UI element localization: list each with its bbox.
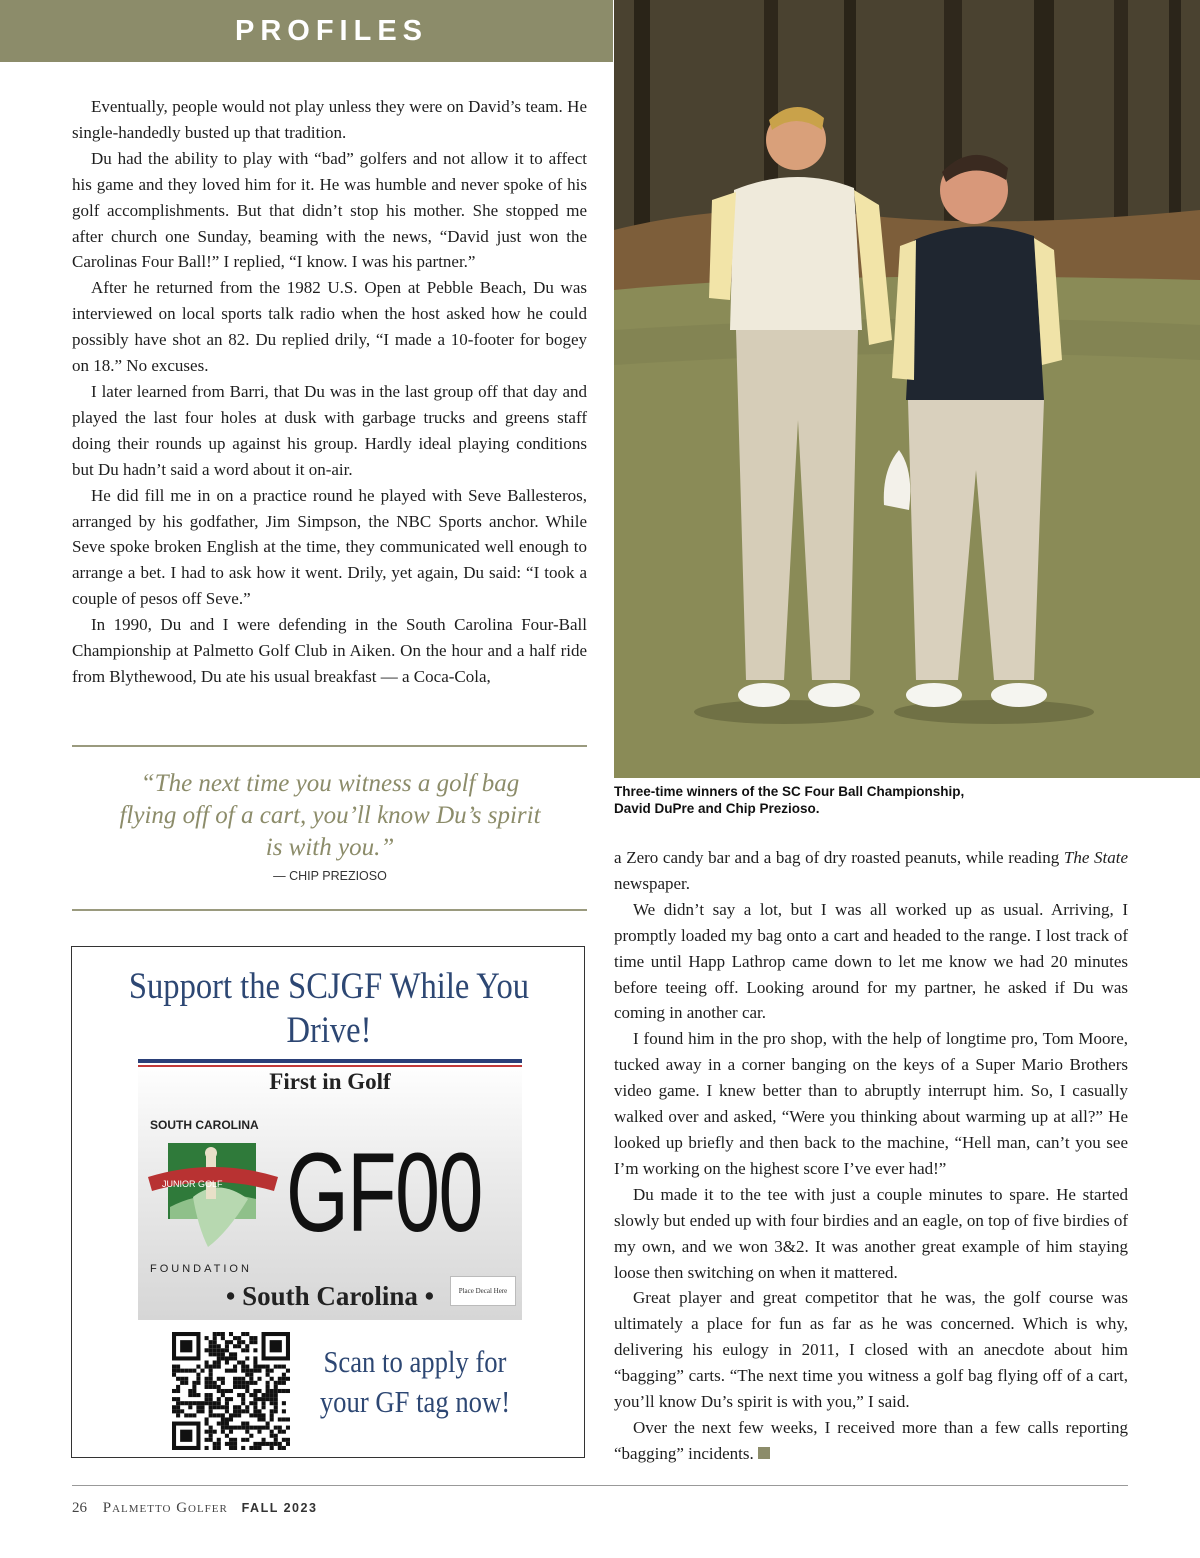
article-paragraph: Du made it to the tee with just a couple minutes to spare. He started slowly but ended up with four birdies and an eagle, on top of five birdies of my own, and we won 3&2. It was another great example of him staying loose then switching on when it mattered. — [614, 1184, 1128, 1282]
plate-number: GF00 — [286, 1130, 482, 1255]
article-paragraph: Great player and great competitor that he was, the golf course was ultimately a place for fun as far as he was concerned. Which is why, delivering his eulogy in 2011, I closed with an anecdote about him “bagging” carts. “The next time you witness a golf bag flying off of a cart, you’ll know Du’s spirit is with you,” I said. — [614, 1288, 1128, 1412]
junior-golf-logo — [148, 1137, 278, 1257]
article-paragraph: I later learned from Barri, that Du was in the last group off that day and played the last four holes at dusk with garbage trucks and greens staff doing their rounds up against his group. Hardly ideal playing conditions but Du hadn’t said a word about it on-air. — [72, 381, 587, 479]
article-paragraph: Du had the ability to play with “bad” golfers and not allow it to affect his game and they loved him for it. He was humble and never spoke of his golf accomplishments. But that didn’t stop his mother. She stopped me after church one Sunday, beaming with the news, “David just won the Carolinas Four Ball!” I replied, “I know. I was his partner.” — [72, 148, 587, 272]
article-right-column — [614, 845, 1128, 1467]
license-plate — [138, 1059, 522, 1320]
article-paragraph-last — [614, 1415, 1128, 1467]
plate-state: • South Carolina • — [225, 1281, 435, 1311]
ad-call-to-action: Scan to apply for your GF tag now! — [319, 1344, 511, 1419]
section-banner — [0, 0, 613, 62]
article-paragraph: I found him in the pro shop, with the help of longtime pro, Tom Moore, tucked away in a corner banging on the keys of a Super Mario Brothers video game. I knew better than to abruptly interrupt him. So, I casually walked over and asked, “Were you thinking about warming up at all?” He looked up briefly and then back to the machine, “Hell man, can’t you see I’m working on the highest score I’ve ever had!” — [614, 1029, 1128, 1178]
publication-name: Palmetto Golfer — [102, 1500, 228, 1516]
footer-rule — [72, 1485, 1128, 1486]
article-paragraph: Eventually, people would not play unless they were on David’s team. He single-handedly busted up that tradition. — [72, 97, 587, 142]
ad-headline: Support the SCJGF While You Drive! — [128, 966, 530, 1051]
qr-code[interactable] — [172, 1332, 290, 1450]
page-number: 26 — [72, 1500, 87, 1516]
article-paragraph: In 1990, Du and I were defending in the South Carolina Four-Ball Championship at Palmetto Golf Club in Aiken. On the hour and a half ride from Blythewood, Du ate his usual breakfast — a Coca-Cola, — [72, 615, 587, 686]
article-left-column — [72, 94, 587, 690]
caption-line: Three-time winners of the SC Four Ball Championship, — [614, 784, 965, 799]
article-paragraph-continued — [614, 845, 1128, 897]
continuation-text: a Zero candy bar and a bag of dry roasted peanuts, while reading — [614, 848, 1064, 867]
article-paragraph: He did fill me in on a practice round he played with Seve Ballesteros, arranged by his godfather, Jim Simpson, the NBC Sports anchor. While Seve spoke broken English at the time, they communicated well enough to arrange a bet. I had to ask how it went. Drily, yet again, Du said: “I took a couple of pesos off Seve.” — [72, 485, 587, 609]
plate-stripe — [138, 1065, 522, 1067]
pull-quote: “The next time you witness a golf bag flying off of a cart, you’ll know Du’s spirit is with you.” — [119, 770, 541, 861]
page-footer — [72, 1500, 317, 1517]
section-label: PROFILES — [234, 15, 428, 47]
issue-label: FALL 2023 — [241, 1501, 318, 1515]
article-paragraph: We didn’t say a lot, but I was all worked up as usual. Arriving, I promptly loaded my bag onto a cart and headed to the range. I lost track of time until Happ Lathrop came down to let me know we had 20 minutes before teeing off. Looking around for my partner, he asked if Du was coming in another car. — [614, 899, 1128, 1023]
plate-slogan: First in Golf — [269, 1069, 391, 1094]
plate-decal-box: Place Decal Here — [450, 1276, 516, 1306]
end-mark-icon — [758, 1447, 770, 1459]
plate-org-bottom: FOUNDATION — [150, 1263, 252, 1275]
article-last-text: Over the next few weeks, I received more than a few calls reporting “bagging” incidents. — [614, 1417, 1128, 1463]
newspaper-title: The State — [1063, 848, 1129, 867]
scjgf-advertisement — [71, 946, 585, 1458]
svg-text:JUNIOR GOLF: JUNIOR GOLF — [162, 1179, 223, 1189]
plate-org-top: SOUTH CAROLINA — [150, 1118, 259, 1132]
continuation-text: newspaper. — [614, 873, 691, 893]
quote-rule-top — [72, 745, 587, 747]
article-paragraph: After he returned from the 1982 U.S. Open at Pebble Beach, Du was interviewed on local sports talk radio when the host asked how he could possibly have shot an 82. Du replied drily, “I made a 10-footer for bogey on 18.” No excuses. — [72, 278, 587, 376]
caption-line: David DuPre and Chip Prezioso. — [614, 801, 820, 816]
golfers-photo — [614, 0, 1200, 778]
photo-caption — [614, 783, 1014, 817]
pull-quote-attribution: — CHIP PREZIOSO — [273, 869, 387, 883]
quote-rule-bottom — [72, 909, 587, 911]
